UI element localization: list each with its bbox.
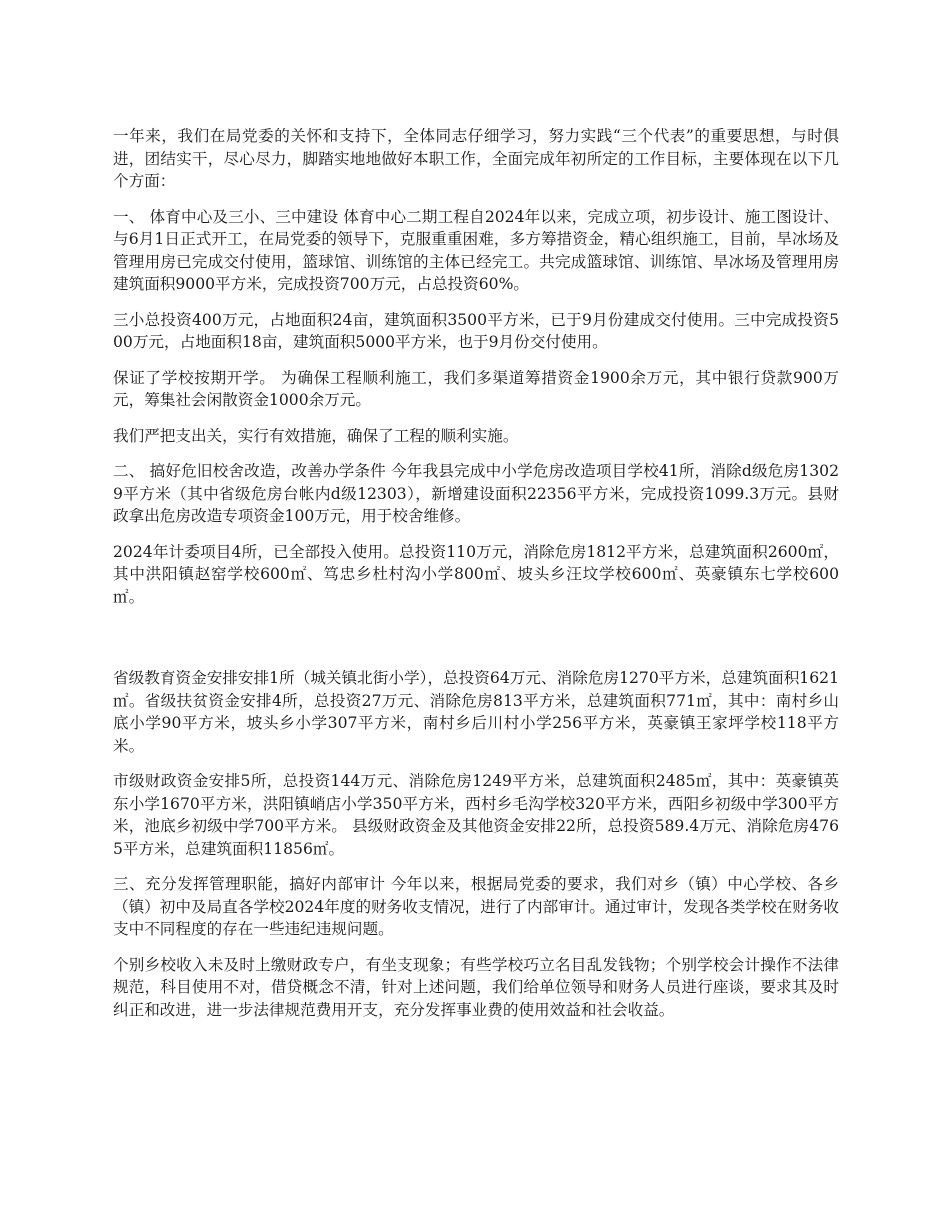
paragraph-section-3: 三、充分发挥管理职能，搞好内部审计 今年以来，根据局党委的要求，我们对乡（镇）中心学校、各乡（镇）初中及局直各学校2024年度的财务收支情况，进行了内部审计。通过审计，发现各类学校在财务收支中不同程度的存在一些违纪违规问题。 — [113, 875, 839, 938]
document-body — [113, 125, 839, 1034]
paragraph-planning-projects: 2024年计委项目4所，已全部投入使用。总投资110万元，消除危房1812平方米，总建筑面积2600㎡，其中洪阳镇赵窑学校600㎡、笃忠乡杜村沟小学800㎡、坡头乡汪坟学校600㎡、英豪镇东七学校600㎡。 — [113, 542, 839, 606]
paragraph-section-1: 一、 体育中心及三小、三中建设 体育中心二期工程自2024年以来，完成立项，初步设计、施工图设计、与6月1日正式开工，在局党委的领导下，克服重重困难，多方筹措资金，精心组织施工，目前，旱冰场及管理用房已完成交付使用，篮球馆、训练馆的主体已经完工。共完成篮球馆、训练馆、旱冰场及管理用房建筑面积9000平方米，完成投资700万元，占总投资60%。 — [113, 207, 839, 293]
blank-spacer — [113, 621, 839, 667]
paragraph-municipal-funds: 市级财政资金安排5所，总投资144万元、消除危房1249平方米，总建筑面积2485㎡，其中：英豪镇英东小学1670平方米，洪阳镇峭店小学350平方米，西村乡毛沟学校320平方米，西阳乡初级中学300平方米，池底乡初级中学700平方米。 县级财政资金及其他资金安排22所，总投资589.4万元、消除危房4765平方米，总建筑面积11856㎡。 — [113, 772, 839, 858]
paragraph-provincial-funds: 省级教育资金安排安排1所（城关镇北街小学），总投资64万元、消除危房1270平方米，总建筑面积1621㎡。省级扶贫资金安排4所，总投资27万元、消除危房813平方米，总建筑面积771㎡，其中：南村乡山底小学90平方米，坡头乡小学307平方米，南村乡后川村小学256平方米，英豪镇王家坪学校118平方米。 — [113, 669, 839, 755]
paragraph-schools-investment: 三小总投资400万元，占地面积24亩，建筑面积3500平方米，已于9月份建成交付使用。三中完成投资500万元，占地面积18亩，建筑面积5000平方米，也于9月份交付使用。 — [113, 310, 839, 351]
paragraph-funding: 保证了学校按期开学。 为确保工程顺利施工，我们多渠道筹措资金1900余万元，其中银行贷款900万元，筹集社会闲散资金1000余万元。 — [113, 368, 839, 409]
paragraph-audit-findings: 个别乡校收入未及时上缴财政专户，有坐支现象；有些学校巧立名目乱发钱物；个别学校会计操作不法律规范，科目使用不对，借贷概念不清，针对上述问题，我们给单位领导和财务人员进行座谈，要求其及时纠正和改进，进一步法律规范费用开支，充分发挥事业费的使用效益和社会收益。 — [113, 955, 839, 1019]
paragraph-expenditure: 我们严把支出关，实行有效措施，确保了工程的顺利实施。 — [113, 426, 519, 445]
paragraph-section-2: 二、 搞好危旧校舍改造，改善办学条件 今年我县完成中小学危房改造项目学校41所，消除d级危房13029平方米（其中省级危房台帐内d级12303），新增建设面积22356平方米，完成投资1099.3万元。县财政拿出危房改造专项资金100万元，用于校舍维修。 — [113, 462, 839, 525]
paragraph-intro: 一年来，我们在局党委的关怀和支持下，全体同志仔细学习，努力实践“三个代表”的重要思想，与时俱进，团结实干，尽心尽力，脚踏实地地做好本职工作，全面完成年初所定的工作目标，主要体现在以下几个方面： — [113, 127, 839, 190]
